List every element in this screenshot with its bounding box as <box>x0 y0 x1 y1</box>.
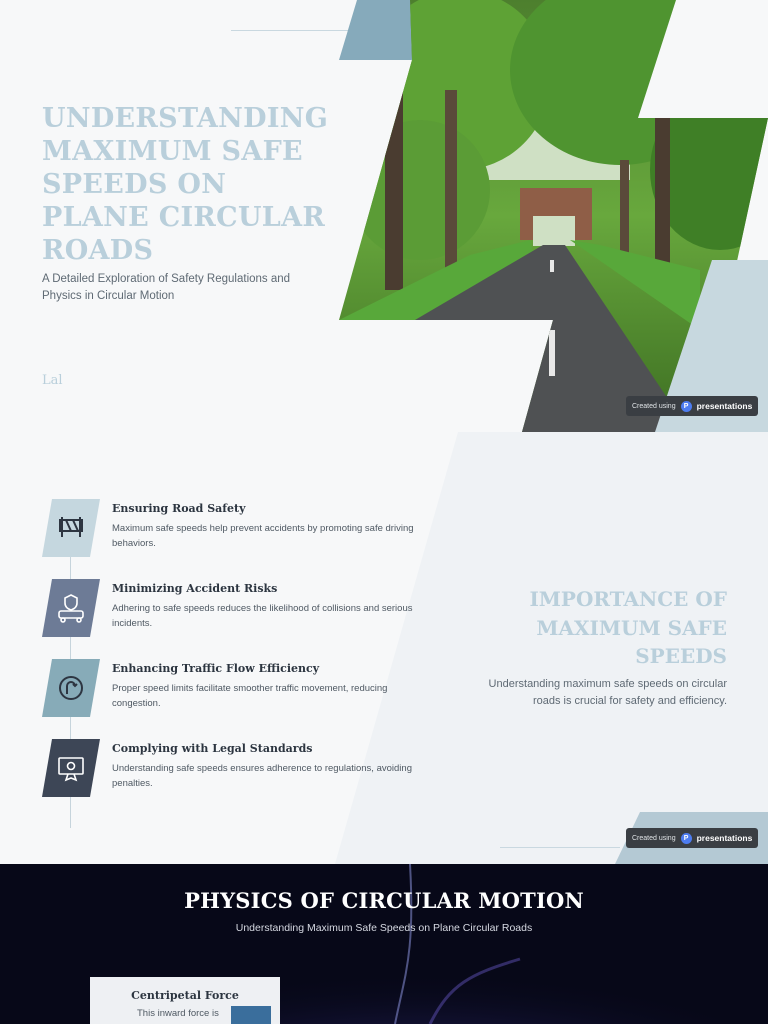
list-item <box>42 739 422 797</box>
presentations-logo-icon: P <box>681 401 692 412</box>
physics-slide <box>0 864 768 1024</box>
list-item <box>42 659 422 717</box>
created-using-label: Created using <box>632 402 676 410</box>
road-barrier-icon <box>42 499 100 557</box>
concept-card <box>90 977 280 1024</box>
slide2-title: IMPORTANCE OF MAXIMUM SAFE SPEEDS <box>529 587 727 668</box>
slide2-subtitle: Understanding maximum safe speeds on circular roads is crucial for safety and efficiency. <box>488 678 727 707</box>
created-using-label: Created using <box>632 834 676 842</box>
decorative-line <box>500 847 620 848</box>
card-text: This inward force is <box>137 1008 219 1019</box>
item-text: Proper speed limits facilitate smoother traffic movement, reducing congestion. <box>112 683 388 709</box>
author-name: Lal <box>42 373 63 388</box>
card-heading: Centripetal Force <box>131 989 239 1002</box>
brand-label: presentations <box>696 401 753 411</box>
brand-label: presentations <box>696 833 753 843</box>
item-text: Maximum safe speeds help prevent accidents by promoting safe driving behaviors. <box>112 523 414 549</box>
item-heading: Enhancing Traffic Flow Efficiency <box>112 662 320 675</box>
presentations-logo-icon: P <box>681 833 692 844</box>
traffic-flow-icon <box>42 659 100 717</box>
slide3-title: PHYSICS OF CIRCULAR MOTION <box>184 888 584 913</box>
slide3-subtitle: Understanding Maximum Safe Speeds on Plane Circular Roads <box>235 922 533 934</box>
title-slide <box>0 0 768 432</box>
item-text: Understanding safe speeds ensures adherence to regulations, avoiding penalties. <box>112 763 412 789</box>
item-heading: Complying with Legal Standards <box>112 742 313 755</box>
item-heading: Minimizing Accident Risks <box>112 582 278 595</box>
card-image <box>231 1006 271 1024</box>
importance-slide <box>0 432 768 864</box>
presentations-badge[interactable] <box>626 396 758 416</box>
presentations-badge[interactable] <box>626 828 758 848</box>
list-item <box>42 579 422 637</box>
car-crash-shield-icon <box>42 579 100 637</box>
list-item <box>42 499 422 557</box>
item-text: Adhering to safe speeds reduces the likelihood of collisions and serious incidents. <box>112 603 413 629</box>
certificate-icon <box>42 739 100 797</box>
item-heading: Ensuring Road Safety <box>112 502 246 515</box>
slide1-subtitle: A Detailed Exploration of Safety Regulations and Physics in Circular Motion <box>42 273 291 302</box>
slide1-title: UNDERSTANDING MAXIMUM SAFE SPEEDS ON PLANE CIRCULAR ROADS <box>42 103 329 266</box>
